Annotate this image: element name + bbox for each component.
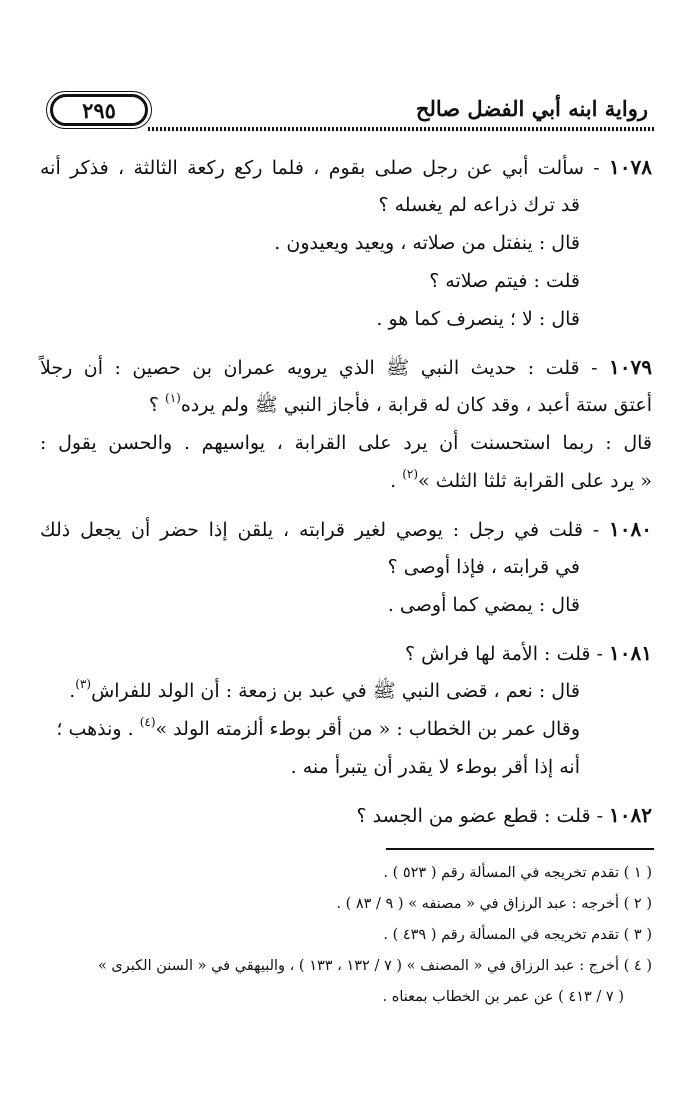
entry-1081-line-1 xyxy=(40,634,652,672)
entry-1079-line-1 xyxy=(40,348,652,386)
entry-1079-line-2 xyxy=(40,386,652,424)
entry-text: قلت : قطع عضو من الجسد ؟ xyxy=(356,805,591,827)
entry-text: « يرد على القرابة ثلثا الثلث » xyxy=(418,470,652,492)
entry-1078-line-2: قد ترك ذراعه لم يغسله ؟ xyxy=(378,194,580,216)
footnote-marker-4: (٤) xyxy=(139,715,156,729)
entry-text: ؟ xyxy=(148,394,166,416)
entry-number: ١٠٧٩ xyxy=(609,355,652,379)
entry-text: . xyxy=(69,680,76,702)
entry-separator: - xyxy=(583,157,610,179)
entry-text: أعتق ستة أعبد ، وقد كان له قرابة ، فأجاز النبي ﷺ ولم يرده xyxy=(180,394,652,416)
entry-separator: - xyxy=(579,357,610,379)
entry-number: ١٠٧٨ xyxy=(609,155,653,179)
entry-text: قلت في رجل : يوصي لغير قرابته ، يلقن إذا حضر أن يجعل ذلك xyxy=(40,519,583,541)
entry-separator: - xyxy=(590,805,610,827)
running-title: رواية ابنه أبي الفضل صالح xyxy=(415,96,648,121)
entry-1080-line-2: في قرابته ، فإذا أوصى ؟ xyxy=(387,556,580,578)
entry-1078-line-3: قال : ينفتل من صلاته ، ويعيد ويعيدون . xyxy=(274,232,580,254)
entry-1081-line-2 xyxy=(40,672,652,710)
entry-text: قال : نعم ، قضى النبي ﷺ في عبد بن زمعة : أن الولد للفراش xyxy=(91,680,580,702)
entry-text: . xyxy=(390,470,403,492)
entry-number: ١٠٨٢ xyxy=(609,803,652,827)
header-rule xyxy=(148,127,656,131)
footnote-marker-3: (٣) xyxy=(75,677,92,691)
entry-1081-line-3 xyxy=(40,710,652,748)
entry-text: قلت : الأمة لها فراش ؟ xyxy=(404,643,591,665)
footnote-1: ( ١ ) تقدم تخريجه في المسألة رقم ( ٥٢٣ ) . xyxy=(383,865,652,881)
footnote-3: ( ٣ ) تقدم تخريجه في المسألة رقم ( ٤٣٩ ) . xyxy=(383,927,652,943)
entry-1078-line-4: قلت : فيتم صلاته ؟ xyxy=(429,270,580,292)
entry-text: . ونذهب ؛ xyxy=(56,718,140,740)
footnote-4-continued: ( ٧ / ٤١٣ ) عن عمر بن الخطاب بمعناه . xyxy=(382,989,624,1005)
entry-text: سألت أبي عن رجل صلى بقوم ، فلما ركع ركعة الثالثة ، فذكر أنه xyxy=(40,157,584,179)
entry-1082-line-1 xyxy=(40,796,652,834)
entry-separator: - xyxy=(582,519,610,541)
footnote-4: ( ٤ ) أخرج : عبد الرزاق في « المصنف » ( ٧ / ١٣٢ ، ١٣٣ ) ، والبيهقي في « السنن الكبرى » xyxy=(97,958,652,974)
entry-text: قلت : حديث النبي ﷺ الذي يرويه عمران بن حصين : أن رجلاً xyxy=(40,357,580,379)
footnote-marker-1: (١) xyxy=(165,391,181,405)
entry-1080-line-1 xyxy=(40,510,652,548)
entry-1078-line-1 xyxy=(40,148,652,186)
footnote-marker-2: (٢) xyxy=(402,467,419,481)
main-text xyxy=(40,148,652,834)
entry-number: ١٠٨١ xyxy=(609,641,652,665)
entry-1080-line-3: قال : يمضي كما أوصى . xyxy=(387,594,580,616)
page-number: ٢٩٥ xyxy=(50,94,148,126)
entry-text: وقال عمر بن الخطاب : « من أقر بوطء ألزمته الولد » xyxy=(155,718,580,740)
footnotes xyxy=(40,858,652,1013)
footnote-2: ( ٢ ) أخرجه : عبد الرزاق في « مصنفه » ( ٩ / ٨٣ ) . xyxy=(336,896,652,912)
entry-number: ١٠٨٠ xyxy=(609,517,652,541)
entry-1078-line-5: قال : لا ؛ ينصرف كما هو . xyxy=(376,308,580,330)
entry-1079-line-4 xyxy=(40,462,652,500)
entry-1081-line-4: أنه إذا أقر بوطء لا يقدر أن يتبرأ منه . xyxy=(290,756,580,778)
entry-separator: - xyxy=(590,643,610,665)
entry-1079-line-3: قال : ربما استحسنت أن يرد على القرابة ، يواسيهم . والحسن يقول : xyxy=(40,432,652,454)
page-header xyxy=(36,86,656,136)
footnote-rule xyxy=(386,848,654,850)
